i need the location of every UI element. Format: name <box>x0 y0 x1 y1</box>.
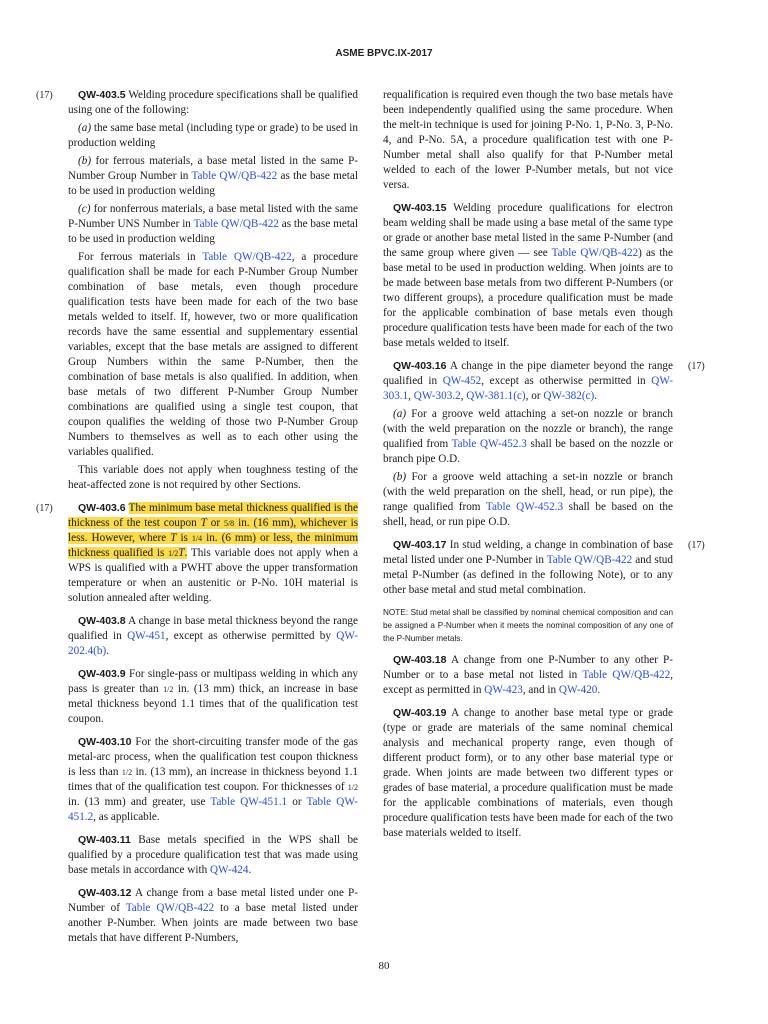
section-qw-403-15: QW-403.15 Welding procedure qualifications for electron beam welding shall be made using a base metal of the same type or grade or another base metal listed in the same P-Number (and the same group where given — see Table QW/QB-422) as the base metal to be used in production welding. When joints are to be made between base metals from two different P-Numbers (or two different groups), a procedure qualification must be made for the applicable combination of base metals even though procedure qualification tests have been made for each of the two base metals welded to itself. <box>383 202 673 349</box>
link-table-qw-qb-422[interactable]: Table QW/QB-422 <box>582 669 671 681</box>
section-qw-403-18: QW-403.18 A change from one P-Number to any other P-Number or to a base metal not listed in Table QW/QB-422, except as permitted in QW-423, and in QW-420. <box>383 654 673 696</box>
link-table-qw-452-3[interactable]: Table QW-452.3 <box>485 501 564 513</box>
link-table-qw-qb-422[interactable]: Table QW/QB-422 <box>191 170 278 182</box>
link-qw-202-4-b[interactable]: QW-202.4(b) <box>68 630 358 657</box>
highlighted-text: The minimum base metal thickness qualified is the thickness of the test coupon T or 5/8 in. (16 mm), whichever is less. However, where T is 1/4 in. (6 mm) or less, the minimum thickness qualified is 1/2T. <box>68 502 359 559</box>
link-table-qw-451-2[interactable]: Table QW-451.2 <box>68 796 358 823</box>
item-a: (a) the same base metal (including type or grade) to be used in production welding <box>68 122 359 149</box>
left-column <box>36 88 359 949</box>
link-table-qw-452-3[interactable]: Table QW-452.3 <box>451 438 527 450</box>
paragraph-toughness: This variable does not apply when toughness testing of the heat-affected zone is not required by other Sections. <box>68 464 358 491</box>
section-number: QW-403.5 <box>78 89 126 101</box>
link-qw-420[interactable]: QW-420 <box>558 684 598 696</box>
link-table-qw-451-1[interactable]: Table QW-451.1 <box>210 796 288 808</box>
running-header: ASME BPVC.IX-2017 <box>335 48 433 59</box>
revision-marker: (17) <box>688 540 705 551</box>
section-qw-403-19: QW-403.19 A change to another base metal type or grade (type or grade are materials of the same nominal chemical analysis and mechanical property range, even though of different product form), or to any other base material type or grade. When joints are made between two different types or grades of base material, a procedure qualification must be made for the applicable combinations of materials, even though procedure qualification tests have been made for each of the two base materials welded to itself. <box>383 707 673 839</box>
link-table-qw-qb-422[interactable]: Table QW/QB-422 <box>546 554 633 566</box>
link-qw-452[interactable]: QW-452 <box>442 375 482 387</box>
revision-marker: (17) <box>688 361 705 372</box>
section-qw-403-8: QW-403.8 A change in base metal thickness beyond the range qualified in QW-451, except as otherwise permitted by QW-202.4(b). <box>68 615 358 657</box>
section-qw-403-12: QW-403.12 A change from a base metal listed under one P-Number of Table QW/QB-422 to a base metal listed under another P-Number. When joints are made between two base metals that have different P-Numbers, <box>68 887 359 944</box>
link-table-qw-qb-422[interactable]: Table QW/QB-422 <box>125 902 215 914</box>
section-qw-403-16: (17) QW-403.16 A change in the pipe diameter beyond the range qualified in QW-452, except as otherwise permitted in QW-303.1, QW-303.2, QW-381.1(c), or QW-382(c). <box>383 360 705 402</box>
right-column <box>383 88 705 844</box>
link-qw-423[interactable]: QW-423 <box>484 684 523 696</box>
link-qw-381-1-c[interactable]: QW-381.1(c) <box>466 390 526 402</box>
item-b: (b) For a groove weld attaching a set-in nozzle or branch (with the weld preparation on the shell, head, or run pipe), the range qualified from Table QW-452.3 shall be based on the shell, head, or run pipe O.D. <box>383 471 674 528</box>
item-b: (b) for ferrous materials, a base metal listed in the same P-Number Group Number in Table QW/QB-422 as the base metal to be used in production welding <box>68 155 359 197</box>
page-number: 80 <box>378 960 390 972</box>
paragraph-ferrous: For ferrous materials in Table QW/QB-422, a procedure qualification shall be made for each P-Number Group Number combination of base metals, even though procedure qualification tests have been made for each of the two base metals welded to itself. If, however, two or more qualification records have the same essential and supplementary essential variables, except that the base metals are assigned to different Group Numbers within the same P-Number, then the combination of base metals is also qualified. In addition, when base metals of two different P-Number Group Number combinations are qualified using a single test coupon, that coupon qualifies the welding of those two P-Number Group Numbers to themselves as well as to each other using the variables qualified. <box>68 251 358 458</box>
revision-marker: (17) <box>36 90 53 101</box>
link-table-qw-qb-422[interactable]: Table QW/QB-422 <box>193 218 279 230</box>
section-qw-403-10: QW-403.10 For the short-circuiting transfer mode of the gas metal-arc process, when the qualification test coupon thickness is less than 1/2 in. (13 mm), an increase in thickness beyond 1.1 times that of the qualification test coupon. For thicknesses of 1/2 in. (13 mm) and greater, use Table QW-451.1 or Table QW-451.2, as applicable. <box>68 736 359 823</box>
section-qw-403-17: (17) QW-403.17 In stud welding, a change in combination of base metal listed under one P-Number in Table QW/QB-422 and stud metal P-Number (as defined in the following Note), or to any other base metal and stud metal combination. <box>383 539 705 596</box>
link-qw-424[interactable]: QW-424 <box>209 864 249 876</box>
stud-metal-note: NOTE: Stud metal shall be classified by nominal chemical composition and can be assigned a P-Number when it meets the nominal composition of any one of the P-Number metals. <box>383 608 673 643</box>
item-c: (c) for nonferrous materials, a base metal listed with the same P-Number UNS Number in Table QW/QB-422 as the base metal to be used in production welding <box>68 203 359 245</box>
section-qw-403-5: (17) QW-403.5 Welding procedure specifications shall be qualified using one of the following: <box>36 89 358 116</box>
section-qw-403-12-continued: requalification is required even though the two base metals have been independently qualified using the same procedure. When the melt-in technique is used for joining P-No. 1, P-No. 3, P-No. 4, and P-No. 5A, a procedure qualification test with one P-Number metal shall also qualify for that P-Number metal welded to each of the lower P-Number metals, but not vice versa. <box>383 89 673 191</box>
link-table-qw-qb-422[interactable]: Table QW/QB-422 <box>551 247 639 259</box>
section-qw-403-11: QW-403.11 Base metals specified in the WPS shall be qualified by a procedure qualification test that was made using base metals in accordance with QW-424. <box>68 834 358 876</box>
link-qw-451[interactable]: QW-451 <box>127 630 166 642</box>
item-a: (a) For a groove weld attaching a set-on nozzle or branch (with the weld preparation on the nozzle or branch), the range qualified from Table QW-452.3 shall be based on the nozzle or branch pipe O.D. <box>383 408 674 465</box>
link-qw-303-1[interactable]: QW-303.1 <box>383 375 673 402</box>
section-qw-403-6: (17) QW-403.6 The minimum base metal thickness qualified is the thickness of the test coupon T or 5/8 in. (16 mm), whichever is less. However, where T is 1/4 in. (6 mm) or less, the minimum thickness qualified is 1/2T. This variable does not apply when a WPS is qualified with a PWHT above the upper transformation temperature or when an austenitic or P-No. 10H material is solution annealed after welding. <box>36 502 359 604</box>
link-table-qw-qb-422[interactable]: Table QW/QB-422 <box>202 251 292 263</box>
link-qw-382-c[interactable]: QW-382(c) <box>543 390 595 402</box>
section-number: QW-403.6 <box>78 502 126 514</box>
link-qw-303-2[interactable]: QW-303.2 <box>413 390 461 402</box>
section-qw-403-9: QW-403.9 For single-pass or multipass welding in which any pass is greater than 1/2 in. (13 mm) thick, an increase in base metal thickness beyond 1.1 times that of the qualification test coupon. <box>68 668 359 725</box>
revision-marker: (17) <box>36 503 53 514</box>
